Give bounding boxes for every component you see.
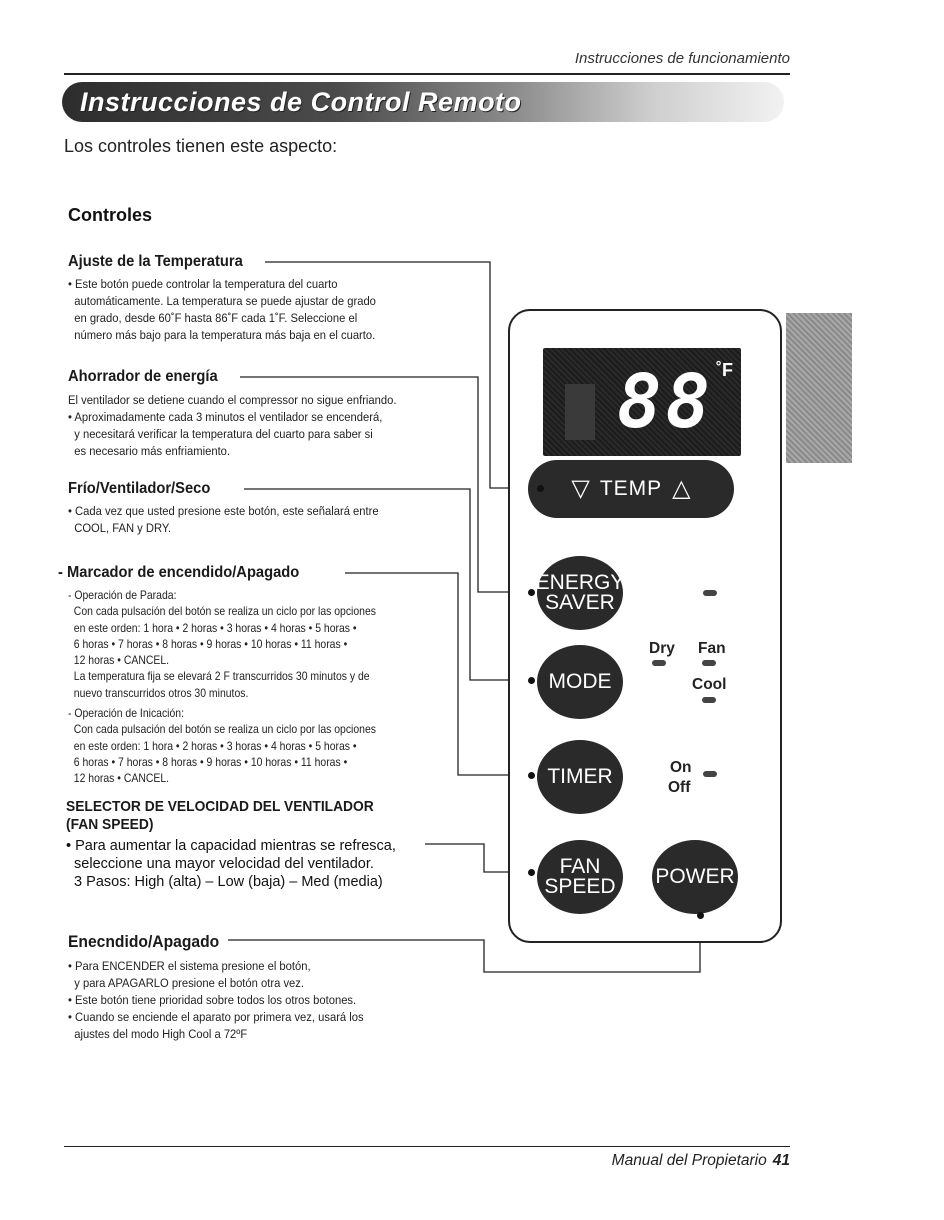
footer-title: Manual del Propietario [611,1152,767,1169]
triangle-up-icon: △ [672,475,691,502]
mode-fan-label: Fan [698,640,726,657]
connector-dot [528,589,535,596]
fan-body: • Para aumentar la capacidad mientras se refresca, seleccione una mayor velocidad del ventilador. 3 Pasos: High (alta) – Low (baja) – Med (media) [66,838,396,890]
connector-dot [528,869,535,876]
connector-dot [537,485,544,492]
temp-body: • Este botón puede controlar la temperatura del cuarto automáticamente. La temperatura se puede ajustar de grado en grado, desde 60˚F hasta 86˚F cada 1˚F. Seleccione el número más bajo para la temperatura más baja en el cuarto. [68,277,376,342]
energy-saver-button[interactable]: ENERGY SAVER [537,556,623,630]
lcd-digits: 88 [617,359,715,445]
mode-body: • Cada vez que usted presione este botón, este señalará entre COOL, FAN y DRY. [68,504,379,535]
energy-body: El ventilador se detiene cuando el compressor no sigue enfriando. • Aproximadamente cada 3 minutos el ventilador se encenderá, y necesitará verificar la temperatura del cuarto para saber si es necesario más enfriamiento. [68,393,397,458]
timer-heading: - Marcador de encendido/Apagado [58,564,300,581]
running-header: Instrucciones de funcionamiento [574,50,790,67]
timer-start-body: - Operación de Inicación: Con cada pulsación del botón se realiza un ciclo por las opciones en este orden: 1 hora • 2 horas • 3 horas • 4 horas • 5 horas • 6 horas • 7 horas • 8 horas • 9 horas • 10 horas • 11 horas • 12 horas • CANCEL. [68,707,377,786]
footer-rule [64,1146,790,1147]
connector-dot [528,772,535,779]
fan-heading: SELECTOR DE VELOCIDAD DEL VENTILADOR (FAN SPEED) [66,798,374,833]
temp-button[interactable] [528,460,734,518]
power-body: • Para ENCENDER el sistema presione el botón, y para APAGARLO presione el botón otra vez. • Este botón tiene prioridad sobre todos los otros botones. • Cuando se enciende el aparato por primera vez, usará los ajustes del modo High Cool a 72ºF [68,959,364,1041]
controls-heading: Controles [68,205,153,225]
mode-cool-indicator [702,697,716,703]
energy-heading: Ahorrador de energía [68,368,218,385]
timer-stop-body: - Operación de Parada: Con cada pulsación del botón se realiza un ciclo por las opciones en este orden: 1 hora • 2 horas • 3 horas • 4 horas • 5 horas • 6 horas • 7 horas • 8 horas • 9 horas • 10 horas • 11 horas • 12 horas • CANCEL. La temperatura fija se elevará 2 F transcurridos 30 minutos y de nuevo transcurridos otros 30 minutos. [68,589,377,700]
mode-button[interactable]: MODE [537,645,623,719]
connector-dot [528,677,535,684]
mode-dry-label: Dry [649,640,675,657]
triangle-down-icon: ▽ [571,475,590,502]
timer-indicator [703,771,717,777]
lcd-unit: ˚F [716,360,733,380]
energy-saver-indicator [703,590,717,596]
mode-cool-label: Cool [692,676,727,693]
temp-button-label: TEMP [599,477,663,500]
fan-speed-button[interactable]: FAN SPEED [537,840,623,914]
intro-text: Los controles tienen este aspecto: [64,136,338,156]
timer-button[interactable]: TIMER [537,740,623,814]
temp-heading: Ajuste de la Temperatura [68,253,243,270]
power-heading: Enecndido/Apagado [68,932,220,951]
lcd-segment-block [565,384,595,440]
timer-on-label: On [670,759,692,776]
banner-title: Instrucciones de Control Remoto [80,87,522,117]
connector-dot [697,912,704,919]
page-number: 41 [772,1152,790,1169]
language-side-tab [786,313,944,463]
power-button[interactable]: POWER [652,840,738,914]
page-footer [0,1152,790,1170]
mode-dry-indicator [652,660,666,666]
side-tab-label: ESPAÑOL [921,323,944,430]
mode-heading: Frío/Ventilador/Seco [68,480,211,497]
mode-fan-indicator [702,660,716,666]
timer-off-label: Off [668,779,691,796]
